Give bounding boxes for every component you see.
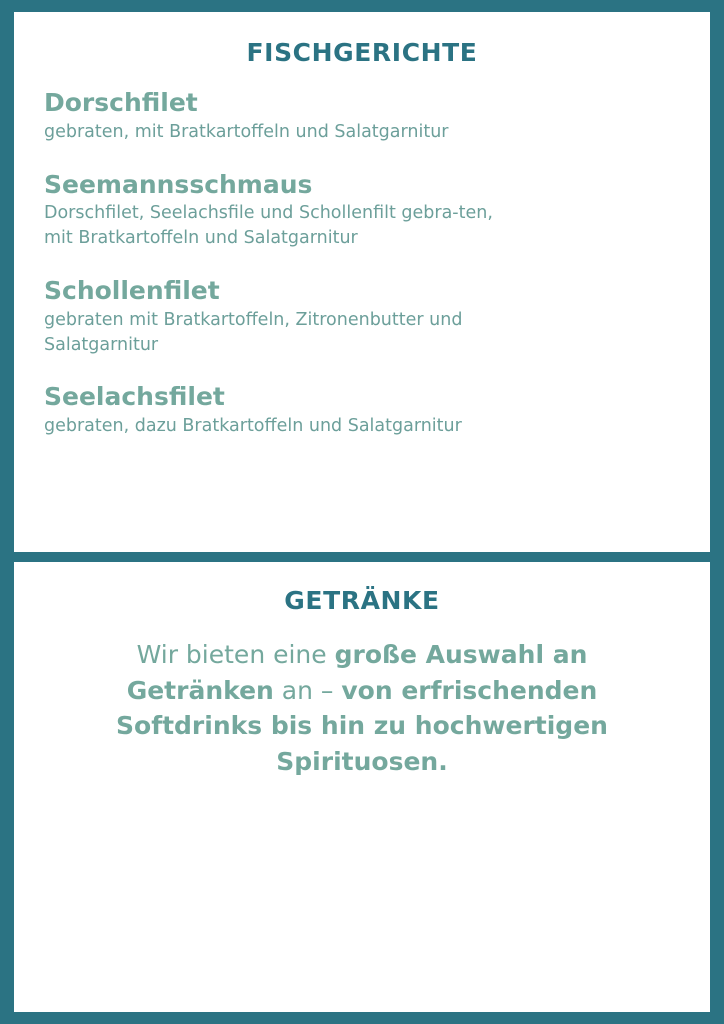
menu-item — [44, 171, 680, 251]
fish-dishes-panel — [14, 12, 710, 552]
dish-name: Dorschfilet — [44, 88, 198, 117]
dish-description: gebraten, mit Bratkartoffeln und Salatgarnitur — [44, 121, 449, 142]
dish-description: gebraten, dazu Bratkartoffeln und Salatgarnitur — [44, 416, 462, 437]
dish-name: Schollenfilet — [44, 276, 220, 306]
dish-description: gebraten mit Bratkartoffeln, Zitronenbutter und Salatgarnitur — [44, 309, 463, 355]
drinks-text-part-4: von erfrischenden Softdrinks bis hin zu hochwertigen Spirituosen. — [116, 675, 608, 776]
drinks-section-title: GETRÄNKE — [284, 586, 440, 615]
drinks-text-part-2: große Auswahl an Getränken — [126, 640, 588, 705]
drinks-text-part-3: an – — [273, 675, 342, 705]
drinks-text-part-1: Wir bieten eine — [136, 640, 335, 669]
drinks-panel — [14, 562, 710, 1012]
menu-item — [44, 383, 680, 439]
menu-item — [44, 89, 680, 145]
dish-name: Seelachsfilet — [44, 382, 225, 412]
dish-name: Seemannsschmaus — [44, 169, 313, 199]
dish-description: Dorschfilet, Seelachsfile und Schollenfilt gebra-ten, mit Bratkartoffeln und Salatgarnitur — [44, 203, 493, 249]
menu-item — [44, 277, 680, 357]
drinks-description — [112, 637, 612, 779]
fish-section-title: FISCHGERICHTE — [246, 38, 478, 67]
